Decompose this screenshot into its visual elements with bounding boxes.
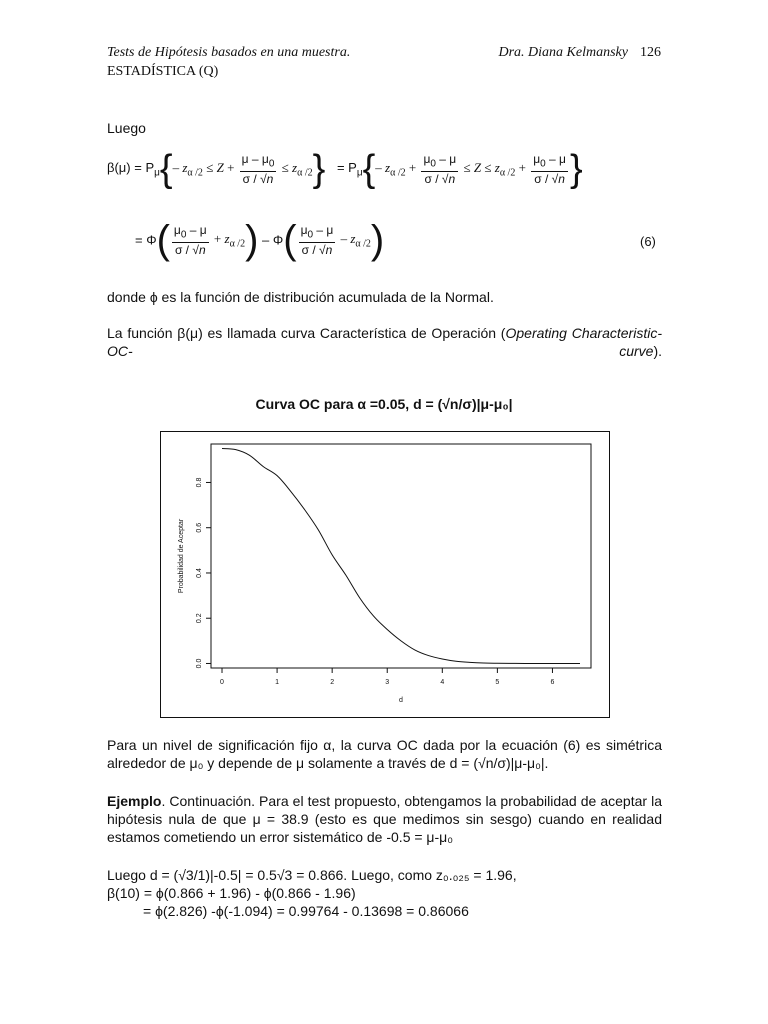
donde-paragraph: donde ϕ es la función de distribución acumulada de la Normal.: [107, 289, 494, 305]
funcion-paragraph: [107, 324, 662, 359]
calc-line-3: = ϕ(2.826) -ϕ(-1.094) = 0.99764 - 0.13698 = 0.86066: [143, 903, 469, 919]
funcion-text-b: ).: [653, 343, 662, 359]
y-axis-label: Probabilidad de Aceptar: [178, 518, 185, 594]
funcion-text-a: La función β(μ) es llamada curva Característica de Operación (: [107, 325, 506, 341]
funcion-text-italic: Operating Characteristic-OC- curve: [107, 325, 662, 359]
x-tick-label: 0: [220, 679, 224, 686]
x-tick-label: 1: [275, 679, 280, 686]
ejemplo-paragraph: [107, 792, 662, 846]
x-tick-label: 4: [440, 679, 445, 686]
luego-label: Luego: [107, 120, 146, 136]
plot-area-border: [211, 444, 591, 668]
x-tick-label: 5: [495, 679, 500, 686]
y-tick-label: 0.2: [196, 613, 203, 624]
author-name: Dra. Diana Kelmansky: [498, 45, 628, 60]
ejemplo-label: Ejemplo: [107, 793, 162, 809]
oc-curve-line: [222, 449, 580, 664]
calc-line-2: β(10) = ϕ(0.866 + 1.96) - ϕ(0.866 - 1.96): [107, 885, 356, 901]
chart-title: Curva OC para α =0.05, d = (√n/σ)|μ-μ₀|: [255, 396, 513, 412]
x-axis-label: d: [399, 697, 403, 704]
page-number: 126: [640, 45, 661, 60]
equation-number: (6): [640, 234, 656, 249]
equation-beta-line1: $\beta(\mu) = P_\mu\{-$ $z_{\alpha /2} \le Z$ + $\frac{\mu - \mu_0}{\sigma / √n}$ ≤ $z_{\alpha /2}\} = P_\mu\{-$ $z_{\alpha /2}$ + $\frac{\mu_0 - \mu}{\sigma / √n}$ ≤ $Z \le z_{\alpha /2}$ + $\frac{\mu_0 - \mu}{\sigma / √n}$ }: [107, 148, 583, 190]
running-author: [499, 45, 662, 61]
x-tick-label: 3: [385, 679, 390, 686]
y-tick-label: 0.4: [196, 568, 203, 578]
running-title: Tests de Hipótesis basados en una muestra.: [107, 45, 351, 60]
x-tick-label: 2: [330, 679, 335, 686]
calc-line-1: Luego d = (√3/1)|-0.5| = 0.5√3 = 0.866. Luego, como z₀.₀₂₅ = 1.96,: [107, 867, 517, 883]
para-un-paragraph: Para un nivel de significación fijo α, la curva OC dada por la ecuación (6) es simétrica alrededor de μ₀ y depende de μ solamente a través de d = (√n/σ)|μ-μ₀|.: [107, 737, 662, 771]
oc-curve-chart: [161, 432, 609, 717]
ejemplo-text: . Continuación. Para el test propuesto, obtengamos la probabilidad de aceptar la hipótesis nula de que μ = 38.9 (esto es que medimos sin sesgo) cuando en realidad estamos cometiendo un error sistemático de -0.5 = μ-μ₀: [107, 793, 662, 845]
x-tick-label: 6: [550, 679, 555, 686]
course-name: ESTADÍSTICA (Q): [107, 64, 219, 79]
y-tick-label: 0.0: [196, 658, 203, 669]
chart-frame: [160, 431, 610, 718]
equation-beta-line2: = Φ( $\frac{\mu_0 - \mu}{\sigma / √n}$ + $z_{\alpha /2}) - \Phi$( $\frac{\mu_0 - \mu}{\sigma / √n}$ – $z_{\alpha /2}$): [135, 218, 385, 262]
y-tick-label: 0.6: [196, 522, 203, 533]
y-tick-label: 0.8: [196, 477, 203, 488]
